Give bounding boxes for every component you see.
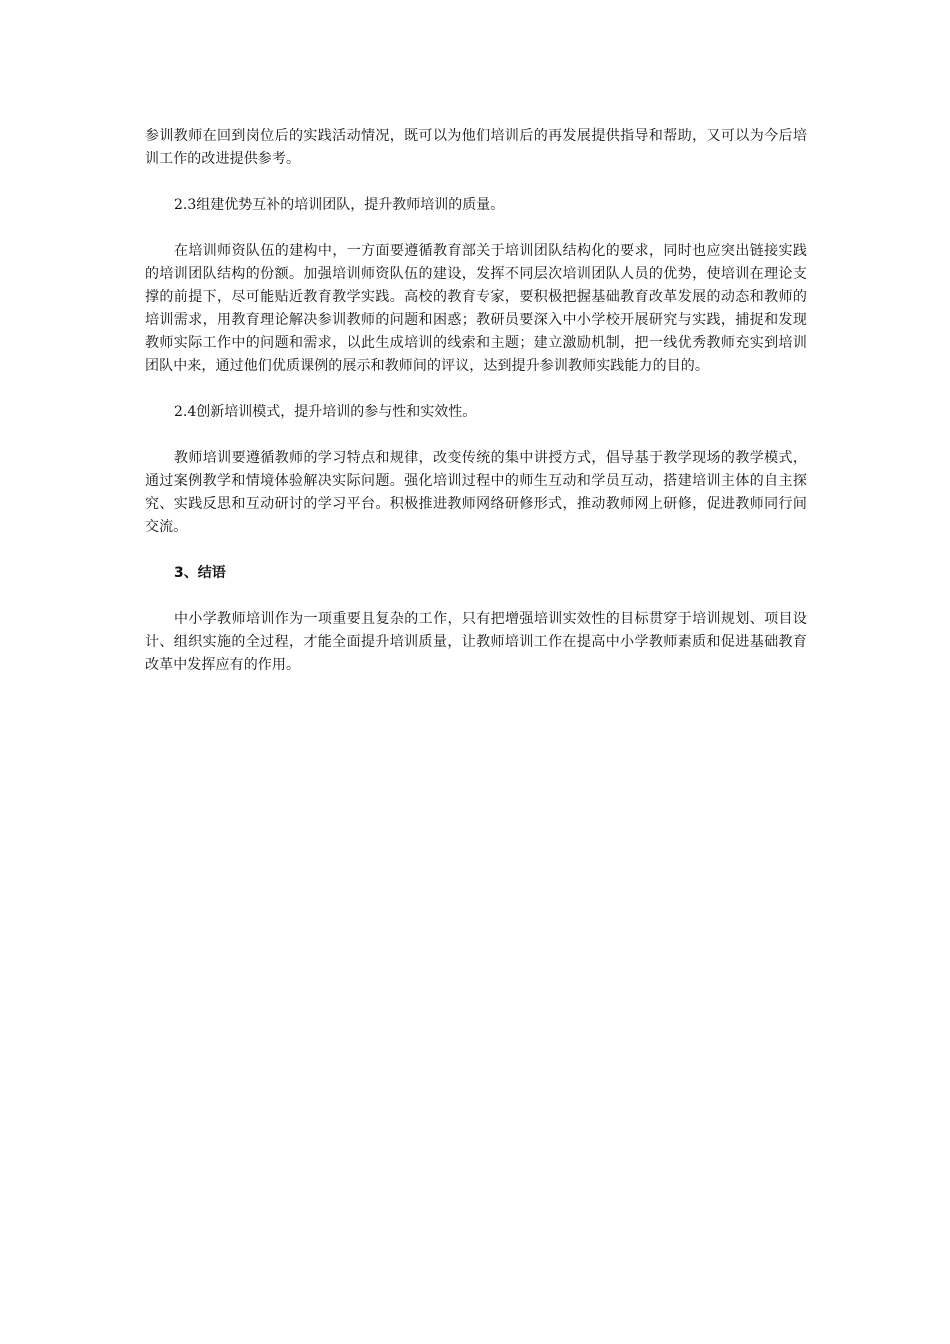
paragraph-training-mode: 教师培训要遵循教师的学习特点和规律，改变传统的集中讲授方式，倡导基于教学现场的教学模式，通过案例教学和情境体验解决实际问题。强化培训过程中的师生互动和学员互动，搭建培训主体的自主探究、实践反思和互动研讨的学习平台。积极推进教师网络研修形式，推动教师网上研修，促进教师同行间交流。 xyxy=(145,450,807,535)
section-heading-conclusion: 3、结语 xyxy=(174,565,226,581)
document-body xyxy=(145,125,807,700)
paragraph-training-team: 在培训师资队伍的建构中，一方面要遵循教育部关于培训团队结构化的要求，同时也应突出链接实践的培训团队结构的份额。加强培训师资队伍的建设，发挥不同层次培训团队人员的优势，使培训在理论支撑的前提下，尽可能贴近教育教学实践。高校的教育专家，要积极把握基础教育改革发展的动态和教师的培训需求，用教育理论解决参训教师的问题和困惑；教研员要深入中小学校开展研究与实践，捕捉和发现教师实际工作中的问题和需求，以此生成培训的线索和主题；建立激励机制，把一线优秀教师充实到培训团队中来，通过他们优质课例的展示和教师间的评议，达到提升参训教师实践能力的目的。 xyxy=(145,243,807,374)
paragraph-conclusion: 中小学教师培训作为一项重要且复杂的工作，只有把增强培训实效性的目标贯穿于培训规划、项目设计、组织实施的全过程，才能全面提升培训质量，让教师培训工作在提高中小学教师素质和促进基础教育改革中发挥应有的作用。 xyxy=(145,611,807,673)
paragraph-continuation: 参训教师在回到岗位后的实践活动情况，既可以为他们培训后的再发展提供指导和帮助，又可以为今后培训工作的改进提供参考。 xyxy=(145,128,807,167)
section-heading-2-3: 2.3组建优势互补的培训团队，提升教师培训的质量。 xyxy=(174,197,505,213)
section-heading-2-4: 2.4创新培训模式，提升培训的参与性和实效性。 xyxy=(174,404,477,420)
